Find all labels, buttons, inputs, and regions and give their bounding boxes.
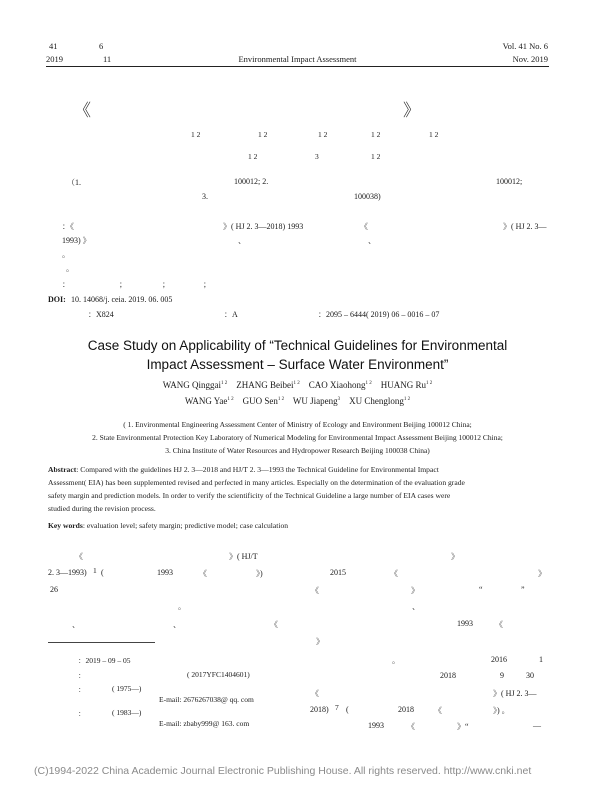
affil-cn-text: 100038) (354, 192, 381, 201)
header-rule (46, 66, 549, 67)
body-text: 1 (539, 655, 543, 664)
author-cn-sup: 1 2 (248, 152, 258, 161)
body-text: 《 (270, 620, 278, 629)
affil-en-line: 2. State Environmental Protection Key Laboratory of Numerical Modeling for Environmental Impact Assessment Beijing 100012 China; (92, 433, 503, 442)
abstract-cn-text: 》( HJ 2. 3—2018) 1993 (223, 222, 304, 231)
body-text: 》 (538, 569, 546, 578)
authors-en-line2 (0, 396, 595, 406)
copyright-watermark: (C)1994-2022 China Academic Journal Electronic Publishing House. All rights reserved. http://www.cnki.net (34, 765, 532, 777)
title-en-line1: Case Study on Applicability of “Technical Guidelines for Environmental (87, 338, 508, 353)
header-date-en: Nov. 2019 (512, 54, 548, 64)
doi-value: 10. 14068/j. ceia. 2019. 06. 005 (71, 295, 173, 304)
body-text: ” (521, 585, 525, 594)
author-cn-sup: 1 2 (318, 130, 328, 139)
body-text: 2016 (491, 655, 507, 664)
author-en-name: WANG Qinggai (162, 380, 221, 390)
body-text: 1993 (368, 721, 384, 730)
abstract-cn-text: 、 (238, 236, 246, 245)
keywords-cn-text: ： (62, 280, 70, 289)
abstract-cn-text: 《 (360, 222, 368, 231)
author-cn-sup: 1 2 (371, 152, 381, 161)
body-text: 《 (495, 620, 503, 629)
keywords-cn-text: ； (203, 280, 211, 289)
affil-cn-text: （1. (67, 178, 81, 187)
affil-en-line: 3. China Institute of Water Resources and Hydropower Research Beijing 100038 China) (165, 446, 430, 455)
document-code: ：A (224, 310, 238, 319)
body-text: “ (479, 585, 483, 594)
footnote-fund: ( 2017YFC1404601) (187, 670, 250, 679)
footnote-email1: E-mail: 2676267038@ qq. com (159, 695, 254, 704)
author-en-sup: 1 2 (426, 381, 433, 386)
body-text: 9 (500, 671, 504, 680)
body-text: 》( HJ/T (229, 552, 258, 561)
body-text: 、 (412, 602, 420, 611)
body-text: 》 (411, 586, 419, 595)
title-en-line2: Impact Assessment – Surface Water Environment” (146, 357, 449, 372)
author-en-sup: 1 2 (227, 397, 234, 402)
body-text: 》) 。 (493, 706, 510, 715)
author-en-name: ZHANG Beibei (236, 380, 294, 390)
author-en-sup: 3 (337, 397, 341, 402)
title-en (40, 336, 555, 374)
body-text: 2018 (440, 671, 456, 680)
author-en-sup: 1 2 (365, 381, 372, 386)
abstract-cn-text: 1993) 》 (62, 236, 91, 245)
title-cn-close-bracket: 》 (403, 101, 420, 120)
body-text: 《 (199, 569, 207, 578)
body-text: 》 (316, 637, 324, 646)
author-en-name: WU Jiapeng (292, 396, 338, 406)
abstract-cn-text: ：《 (62, 222, 74, 231)
body-text: 》“ (457, 722, 469, 731)
body-text: 2. 3—1993) (48, 568, 87, 577)
body-text: 2018 (398, 705, 414, 714)
abstract-en-line3: safety margin and prediction models. In order to verify the scientificity of the Technical Guideline a large number of EIA cases were (48, 491, 451, 500)
body-text: 《 (311, 689, 319, 698)
author-cn-sup: 3 (315, 152, 319, 161)
footnote-author1: ( 1975—) (112, 684, 142, 693)
affil-cn-text: 100012; 2. (234, 177, 269, 186)
keywords-cn-text: ； (162, 280, 170, 289)
author-en-sup: 1 2 (293, 381, 300, 386)
authors-en-line1 (0, 380, 595, 390)
author-en-name: WANG Yae (184, 396, 228, 406)
citation-sup: 1 (93, 566, 97, 575)
footnote-author1-colon: ： (78, 685, 86, 694)
author-cn-sup: 1 2 (258, 130, 268, 139)
abstract-en-label: Abstract (48, 465, 77, 474)
keywords-en-text: : evaluation level; safety margin; predictive model; case calculation (82, 521, 289, 530)
affil-en-line: ( 1. Environmental Engineering Assessment Center of Ministry of Ecology and Environment Beijing 100012 China; (123, 420, 472, 429)
body-text: ( (101, 568, 104, 577)
body-text: 》) (256, 569, 263, 578)
abstract-en-line4: studied during the revision process. (48, 504, 156, 513)
body-text: 1993 (157, 568, 173, 577)
abstract-en-line2: Assessment( EIA) has been supplemented revised and perfected in many articles. Especially on the determination of the evaluation grade (48, 478, 465, 487)
author-cn-sup: 1 2 (429, 130, 439, 139)
footnote-received: ：2019 – 09 – 05 (78, 656, 131, 665)
footnote-fund-colon: ： (78, 671, 86, 680)
footnote-email2: E-mail: zbaby999@ 163. com (159, 719, 250, 728)
header-year-cn: 2019 (46, 54, 63, 64)
abstract-cn-text: 。 (62, 250, 70, 259)
body-text: 、 (173, 620, 181, 629)
abstract-en-line1: Abstract: Compared with the guidelines HJ 2. 3—2018 and HJ/T 2. 3—1993 the Technical Guideline for Environmental Impact (48, 465, 439, 474)
keywords-en (48, 520, 548, 531)
header-journal-name: Environmental Impact Assessment (238, 54, 357, 64)
body-text: 。 (392, 656, 400, 665)
author-cn-sup: 1 2 (371, 130, 381, 139)
affil-cn-text: 100012; (496, 177, 523, 186)
body-text: 《 (311, 586, 319, 595)
header-volume-en: Vol. 41 No. 6 (502, 41, 548, 51)
citation-sup: 7 (335, 703, 339, 712)
body-text: 《 (407, 722, 415, 731)
keywords-en-label: Key words (48, 521, 83, 530)
article-number: ：2095 – 6444( 2019) 06 – 0016 – 07 (318, 310, 440, 319)
author-cn-sup: 1 2 (191, 130, 201, 139)
author-en-name: GUO Sen (242, 396, 278, 406)
footnote-rule (48, 642, 155, 643)
header-issue-cn: 6 (99, 41, 104, 51)
body-text: 26 (50, 585, 58, 594)
header-volume-cn: 41 (49, 41, 58, 51)
body-text: — (533, 721, 541, 730)
doi-label: DOI: (48, 295, 66, 304)
footnote-author2: ( 1983—) (112, 708, 142, 717)
abstract-cn-text: 》( HJ 2. 3— (503, 222, 547, 231)
body-text: 1993 (457, 619, 473, 628)
author-en-sup: 1 2 (220, 381, 228, 386)
author-en-sup: 1 2 (277, 397, 285, 402)
abstract-cn-text: 、 (368, 236, 376, 245)
body-text: 》( HJ 2. 3— (493, 689, 537, 698)
author-en-name: CAO Xiaohong (308, 380, 366, 390)
body-text: 《 (390, 569, 398, 578)
author-en-sup: 1 2 (403, 397, 411, 402)
body-text: ( (346, 705, 349, 714)
body-text: 2018) (310, 705, 329, 714)
title-cn-open-bracket: 《 (74, 101, 91, 120)
abstract-cn-text: 。 (66, 264, 74, 273)
body-text: 》 (451, 552, 459, 561)
body-text: 《 (434, 706, 442, 715)
body-text: 《 (75, 552, 83, 561)
body-text: 、 (72, 620, 80, 629)
keywords-cn-text: ； (119, 280, 127, 289)
body-text: 30 (526, 671, 534, 680)
body-text: 。 (178, 602, 186, 611)
author-en-name: HUANG Ru (380, 380, 426, 390)
footnote-author2-colon: ： (78, 709, 86, 718)
clc-number: ：X824 (88, 310, 114, 319)
author-en-name: XU Chenglong (349, 396, 404, 406)
affil-cn-text: 3. (202, 192, 208, 201)
body-text: 2015 (330, 568, 346, 577)
header-month-cn: 11 (103, 54, 112, 64)
